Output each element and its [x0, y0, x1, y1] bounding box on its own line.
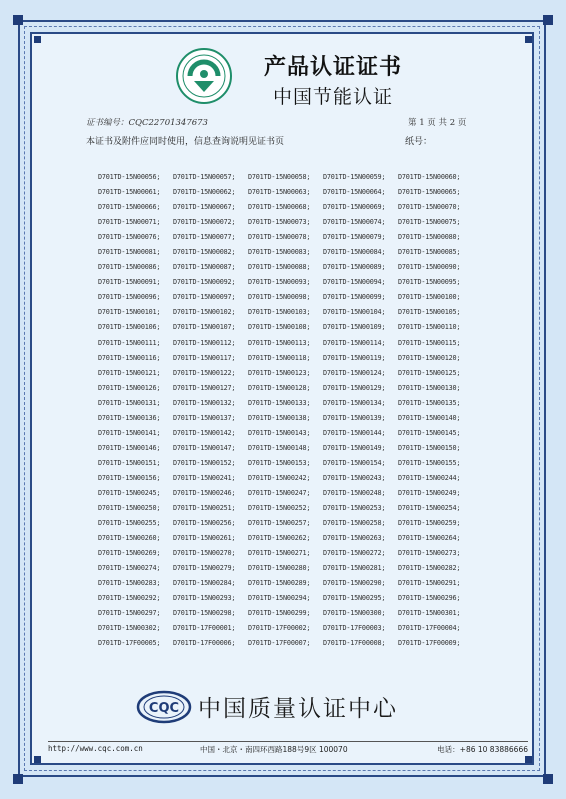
model-number: D701TD-15N00063;: [248, 188, 311, 197]
usage-notice: 本证书及附件应同时使用，信息查询说明见证书页: [86, 137, 285, 147]
model-number: D701TD-15N00126;: [98, 383, 161, 392]
model-number: D701TD-15N00118;: [248, 353, 311, 362]
model-number: D701TD-15N00071;: [98, 218, 161, 227]
model-number: D701TD-15N00274;: [98, 564, 161, 573]
model-number: D701TD-15N00153;: [248, 458, 311, 467]
model-row: [98, 426, 478, 441]
model-number: D701TD-15N00261;: [173, 534, 236, 543]
model-number: D701TD-15N00056;: [98, 173, 161, 181]
model-number: D701TD-15N00100;: [398, 293, 461, 302]
model-number: D701TD-15N00296;: [398, 594, 461, 603]
model-number: D701TD-17F00007;: [248, 639, 311, 648]
model-row: [98, 336, 478, 351]
model-number: D701TD-15N00085;: [398, 248, 461, 257]
corner-ornament-top-right: [543, 15, 553, 25]
model-row: [98, 516, 478, 531]
model-number: D701TD-15N00244;: [398, 473, 461, 482]
model-number: D701TD-15N00154;: [323, 458, 386, 467]
corner-ornament-inner-top-right: [525, 36, 532, 43]
model-number: D701TD-15N00131;: [98, 398, 161, 407]
model-number: D701TD-15N00247;: [248, 488, 311, 497]
model-number: D701TD-15N00149;: [323, 443, 386, 452]
cqc-logo-icon: [136, 690, 192, 724]
model-number: D701TD-15N00106;: [98, 323, 161, 332]
model-number: D701TD-15N00136;: [98, 413, 161, 422]
model-row: [98, 501, 478, 516]
model-number: D701TD-15N00081;: [98, 248, 161, 257]
model-number: D701TD-15N00068;: [248, 203, 311, 212]
model-number: D701TD-15N00098;: [248, 293, 311, 302]
model-row: [98, 576, 478, 591]
model-number: D701TD-15N00273;: [398, 549, 461, 558]
model-number: D701TD-15N00133;: [248, 398, 311, 407]
model-number: D701TD-15N00294;: [248, 594, 311, 603]
certificate-title: 产品认证证书: [263, 55, 402, 80]
model-number: D701TD-15N00092;: [173, 278, 236, 287]
model-number: D701TD-15N00254;: [398, 504, 461, 513]
model-number: D701TD-17F00006;: [173, 639, 236, 648]
footer-address: 中国・北京・南四环西路188号9区 100070: [200, 745, 348, 754]
model-number: D701TD-15N00121;: [98, 368, 161, 377]
model-row: [98, 561, 478, 576]
model-number: D701TD-15N00130;: [398, 383, 461, 392]
model-number: D701TD-15N00140;: [398, 413, 461, 422]
model-number: D701TD-15N00062;: [173, 188, 236, 197]
model-number: D701TD-15N00099;: [323, 293, 386, 302]
model-number: D701TD-15N00251;: [173, 504, 236, 513]
model-row: [98, 486, 478, 501]
model-number: D701TD-17F00009;: [398, 639, 461, 648]
model-number: D701TD-15N00124;: [323, 368, 386, 377]
model-row: [98, 471, 478, 486]
footer-website: http://www.cqc.com.cn: [48, 744, 143, 753]
model-number: D701TD-15N00142;: [173, 428, 236, 437]
model-number: D701TD-15N00260;: [98, 534, 161, 543]
model-number: D701TD-15N00127;: [173, 383, 236, 392]
organization-name: 中国质量认证中心: [198, 696, 398, 722]
model-number: D701TD-15N00145;: [398, 428, 461, 437]
model-number: D701TD-15N00083;: [248, 248, 311, 257]
corner-ornament-inner-bottom-right: [525, 756, 532, 763]
model-number: D701TD-15N00058;: [248, 173, 311, 181]
model-number: D701TD-15N00151;: [98, 458, 161, 467]
model-number: D701TD-15N00087;: [173, 263, 236, 272]
model-number: D701TD-15N00088;: [248, 263, 311, 272]
model-number: D701TD-15N00250;: [98, 504, 161, 513]
model-number: D701TD-15N00289;: [248, 579, 311, 588]
model-number: D701TD-17F00004;: [398, 624, 461, 633]
model-number: D701TD-15N00082;: [173, 248, 236, 257]
model-number: D701TD-15N00245;: [98, 488, 161, 497]
model-number: D701TD-15N00262;: [248, 534, 311, 543]
model-row: [98, 411, 478, 426]
model-number: D701TD-15N00147;: [173, 443, 236, 452]
page-info: 第 1 页 共 2 页: [408, 118, 467, 128]
model-number: D701TD-15N00101;: [98, 308, 161, 317]
model-number: D701TD-15N00246;: [173, 488, 236, 497]
model-row: [98, 351, 478, 366]
model-number: D701TD-15N00084;: [323, 248, 386, 257]
model-number: D701TD-15N00117;: [173, 353, 236, 362]
footer: [48, 744, 528, 756]
certificate-number: 证书编号：CQC22701347673: [86, 118, 208, 128]
model-number: D701TD-15N00258;: [323, 519, 386, 528]
model-row: [98, 185, 478, 200]
model-number: D701TD-15N00057;: [173, 173, 236, 181]
corner-ornament-top-left: [13, 15, 23, 25]
model-number: D701TD-15N00103;: [248, 308, 311, 317]
energy-saving-certification-logo-icon: [176, 48, 232, 104]
model-row: [98, 441, 478, 456]
model-number: D701TD-15N00076;: [98, 233, 161, 242]
model-number: D701TD-15N00241;: [173, 473, 236, 482]
model-number: D701TD-17F00008;: [323, 639, 386, 648]
model-row: [98, 215, 478, 230]
model-number: D701TD-15N00295;: [323, 594, 386, 603]
model-number: D701TD-15N00089;: [323, 263, 386, 272]
model-row: [98, 531, 478, 546]
model-number: D701TD-15N00264;: [398, 534, 461, 543]
model-number: D701TD-15N00291;: [398, 579, 461, 588]
model-number: D701TD-15N00080;: [398, 233, 461, 242]
model-row: [98, 456, 478, 471]
model-row: [98, 170, 478, 185]
model-number: D701TD-15N00059;: [323, 173, 386, 181]
model-number: D701TD-15N00256;: [173, 519, 236, 528]
model-number: D701TD-15N00152;: [173, 458, 236, 467]
model-number: D701TD-15N00086;: [98, 263, 161, 272]
model-number: D701TD-15N00116;: [98, 353, 161, 362]
model-number: D701TD-15N00132;: [173, 398, 236, 407]
model-number: D701TD-15N00139;: [323, 413, 386, 422]
model-number: D701TD-15N00125;: [398, 368, 461, 377]
model-number: D701TD-15N00272;: [323, 549, 386, 558]
model-number: D701TD-15N00284;: [173, 579, 236, 588]
model-number: D701TD-15N00073;: [248, 218, 311, 227]
model-number: D701TD-15N00122;: [173, 368, 236, 377]
model-number: D701TD-15N00243;: [323, 473, 386, 482]
model-row: [98, 200, 478, 215]
model-number: D701TD-15N00252;: [248, 504, 311, 513]
model-row: [98, 606, 478, 621]
model-number: D701TD-15N00110;: [398, 323, 461, 332]
model-number: D701TD-15N00134;: [323, 398, 386, 407]
model-number: D701TD-17F00002;: [248, 624, 311, 633]
model-number: D701TD-15N00298;: [173, 609, 236, 618]
model-number: D701TD-15N00299;: [248, 609, 311, 618]
model-number: D701TD-15N00102;: [173, 308, 236, 317]
paper-number-label: 纸号：: [405, 137, 433, 147]
model-number: D701TD-15N00104;: [323, 308, 386, 317]
model-number: D701TD-15N00282;: [398, 564, 461, 573]
model-number: D701TD-15N00300;: [323, 609, 386, 618]
model-number: D701TD-15N00091;: [98, 278, 161, 287]
model-number: D701TD-15N00293;: [173, 594, 236, 603]
corner-ornament-bottom-right: [543, 774, 553, 784]
model-number: D701TD-15N00113;: [248, 338, 311, 347]
model-number: D701TD-15N00114;: [323, 338, 386, 347]
model-number: D701TD-15N00067;: [173, 203, 236, 212]
corner-ornament-inner-bottom-left: [34, 756, 41, 763]
model-number: D701TD-15N00109;: [323, 323, 386, 332]
model-number: D701TD-15N00075;: [398, 218, 461, 227]
cqc-logo-text: CQC: [148, 701, 180, 716]
model-number: D701TD-15N00060;: [398, 173, 461, 181]
model-number: D701TD-15N00290;: [323, 579, 386, 588]
model-number: D701TD-15N00283;: [98, 579, 161, 588]
model-row: [98, 366, 478, 381]
model-row: [98, 546, 478, 561]
model-number: D701TD-15N00269;: [98, 549, 161, 558]
model-row: [98, 320, 478, 335]
model-number: D701TD-15N00150;: [398, 443, 461, 452]
model-number: D701TD-15N00129;: [323, 383, 386, 392]
model-number: D701TD-15N00105;: [398, 308, 461, 317]
model-number: D701TD-15N00108;: [248, 323, 311, 332]
model-number: D701TD-15N00143;: [248, 428, 311, 437]
model-number: D701TD-15N00281;: [323, 564, 386, 573]
model-number: D701TD-15N00297;: [98, 609, 161, 618]
model-row: [98, 621, 478, 636]
model-number: D701TD-17F00001;: [173, 624, 236, 633]
model-number: D701TD-15N00094;: [323, 278, 386, 287]
model-number: D701TD-15N00097;: [173, 293, 236, 302]
model-number: D701TD-15N00074;: [323, 218, 386, 227]
model-number: D701TD-15N00107;: [173, 323, 236, 332]
model-number: D701TD-15N00079;: [323, 233, 386, 242]
model-number: D701TD-15N00249;: [398, 488, 461, 497]
model-row: [98, 381, 478, 396]
model-number: D701TD-15N00135;: [398, 398, 461, 407]
model-row: [98, 290, 478, 305]
model-number: D701TD-15N00096;: [98, 293, 161, 302]
model-number: D701TD-15N00138;: [248, 413, 311, 422]
footer-divider: [48, 741, 528, 742]
model-number: D701TD-15N00271;: [248, 549, 311, 558]
model-number: D701TD-15N00123;: [248, 368, 311, 377]
corner-ornament-bottom-left: [13, 774, 23, 784]
model-number: D701TD-15N00066;: [98, 203, 161, 212]
model-number: D701TD-15N00141;: [98, 428, 161, 437]
model-number: D701TD-15N00120;: [398, 353, 461, 362]
model-number: D701TD-15N00069;: [323, 203, 386, 212]
model-number: D701TD-15N00242;: [248, 473, 311, 482]
model-number: D701TD-15N00090;: [398, 263, 461, 272]
model-row: [98, 591, 478, 606]
model-number: D701TD-15N00301;: [398, 609, 461, 618]
model-number: D701TD-15N00070;: [398, 203, 461, 212]
model-number: D701TD-15N00095;: [398, 278, 461, 287]
model-row: [98, 245, 478, 260]
model-number: D701TD-15N00144;: [323, 428, 386, 437]
model-row: [98, 275, 478, 290]
model-number: D701TD-15N00270;: [173, 549, 236, 558]
model-number: D701TD-15N00248;: [323, 488, 386, 497]
model-number: D701TD-15N00146;: [98, 443, 161, 452]
model-number-list: [98, 170, 478, 652]
model-row: [98, 260, 478, 275]
certificate-subtitle: 中国节能认证: [272, 86, 393, 108]
model-number: D701TD-15N00077;: [173, 233, 236, 242]
model-number: D701TD-15N00119;: [323, 353, 386, 362]
model-number: D701TD-15N00263;: [323, 534, 386, 543]
model-number: D701TD-15N00155;: [398, 458, 461, 467]
footer-phone: 电话：+86 10 83886666: [437, 745, 528, 754]
model-number: D701TD-15N00065;: [398, 188, 461, 197]
model-row: [98, 230, 478, 245]
model-number: D701TD-15N00279;: [173, 564, 236, 573]
model-number: D701TD-15N00112;: [173, 338, 236, 347]
model-number: D701TD-15N00111;: [98, 338, 161, 347]
model-number: D701TD-17F00003;: [323, 624, 386, 633]
corner-ornament-inner-top-left: [34, 36, 41, 43]
model-number: D701TD-15N00253;: [323, 504, 386, 513]
model-number: D701TD-15N00128;: [248, 383, 311, 392]
model-number: D701TD-15N00259;: [398, 519, 461, 528]
model-number: D701TD-15N00078;: [248, 233, 311, 242]
model-row: [98, 396, 478, 411]
model-number: D701TD-15N00115;: [398, 338, 461, 347]
model-number: D701TD-15N00072;: [173, 218, 236, 227]
model-row: [98, 636, 478, 651]
model-number: D701TD-15N00064;: [323, 188, 386, 197]
model-number: D701TD-15N00061;: [98, 188, 161, 197]
model-number: D701TD-15N00137;: [173, 413, 236, 422]
model-number: D701TD-15N00255;: [98, 519, 161, 528]
model-number: D701TD-15N00280;: [248, 564, 311, 573]
model-number: D701TD-15N00302;: [98, 624, 161, 633]
model-number: D701TD-15N00093;: [248, 278, 311, 287]
model-number: D701TD-17F00005;: [98, 639, 161, 648]
model-number: D701TD-15N00148;: [248, 443, 311, 452]
model-number: D701TD-15N00257;: [248, 519, 311, 528]
model-row: [98, 305, 478, 320]
model-number: D701TD-15N00292;: [98, 594, 161, 603]
model-number: D701TD-15N00156;: [98, 473, 161, 482]
